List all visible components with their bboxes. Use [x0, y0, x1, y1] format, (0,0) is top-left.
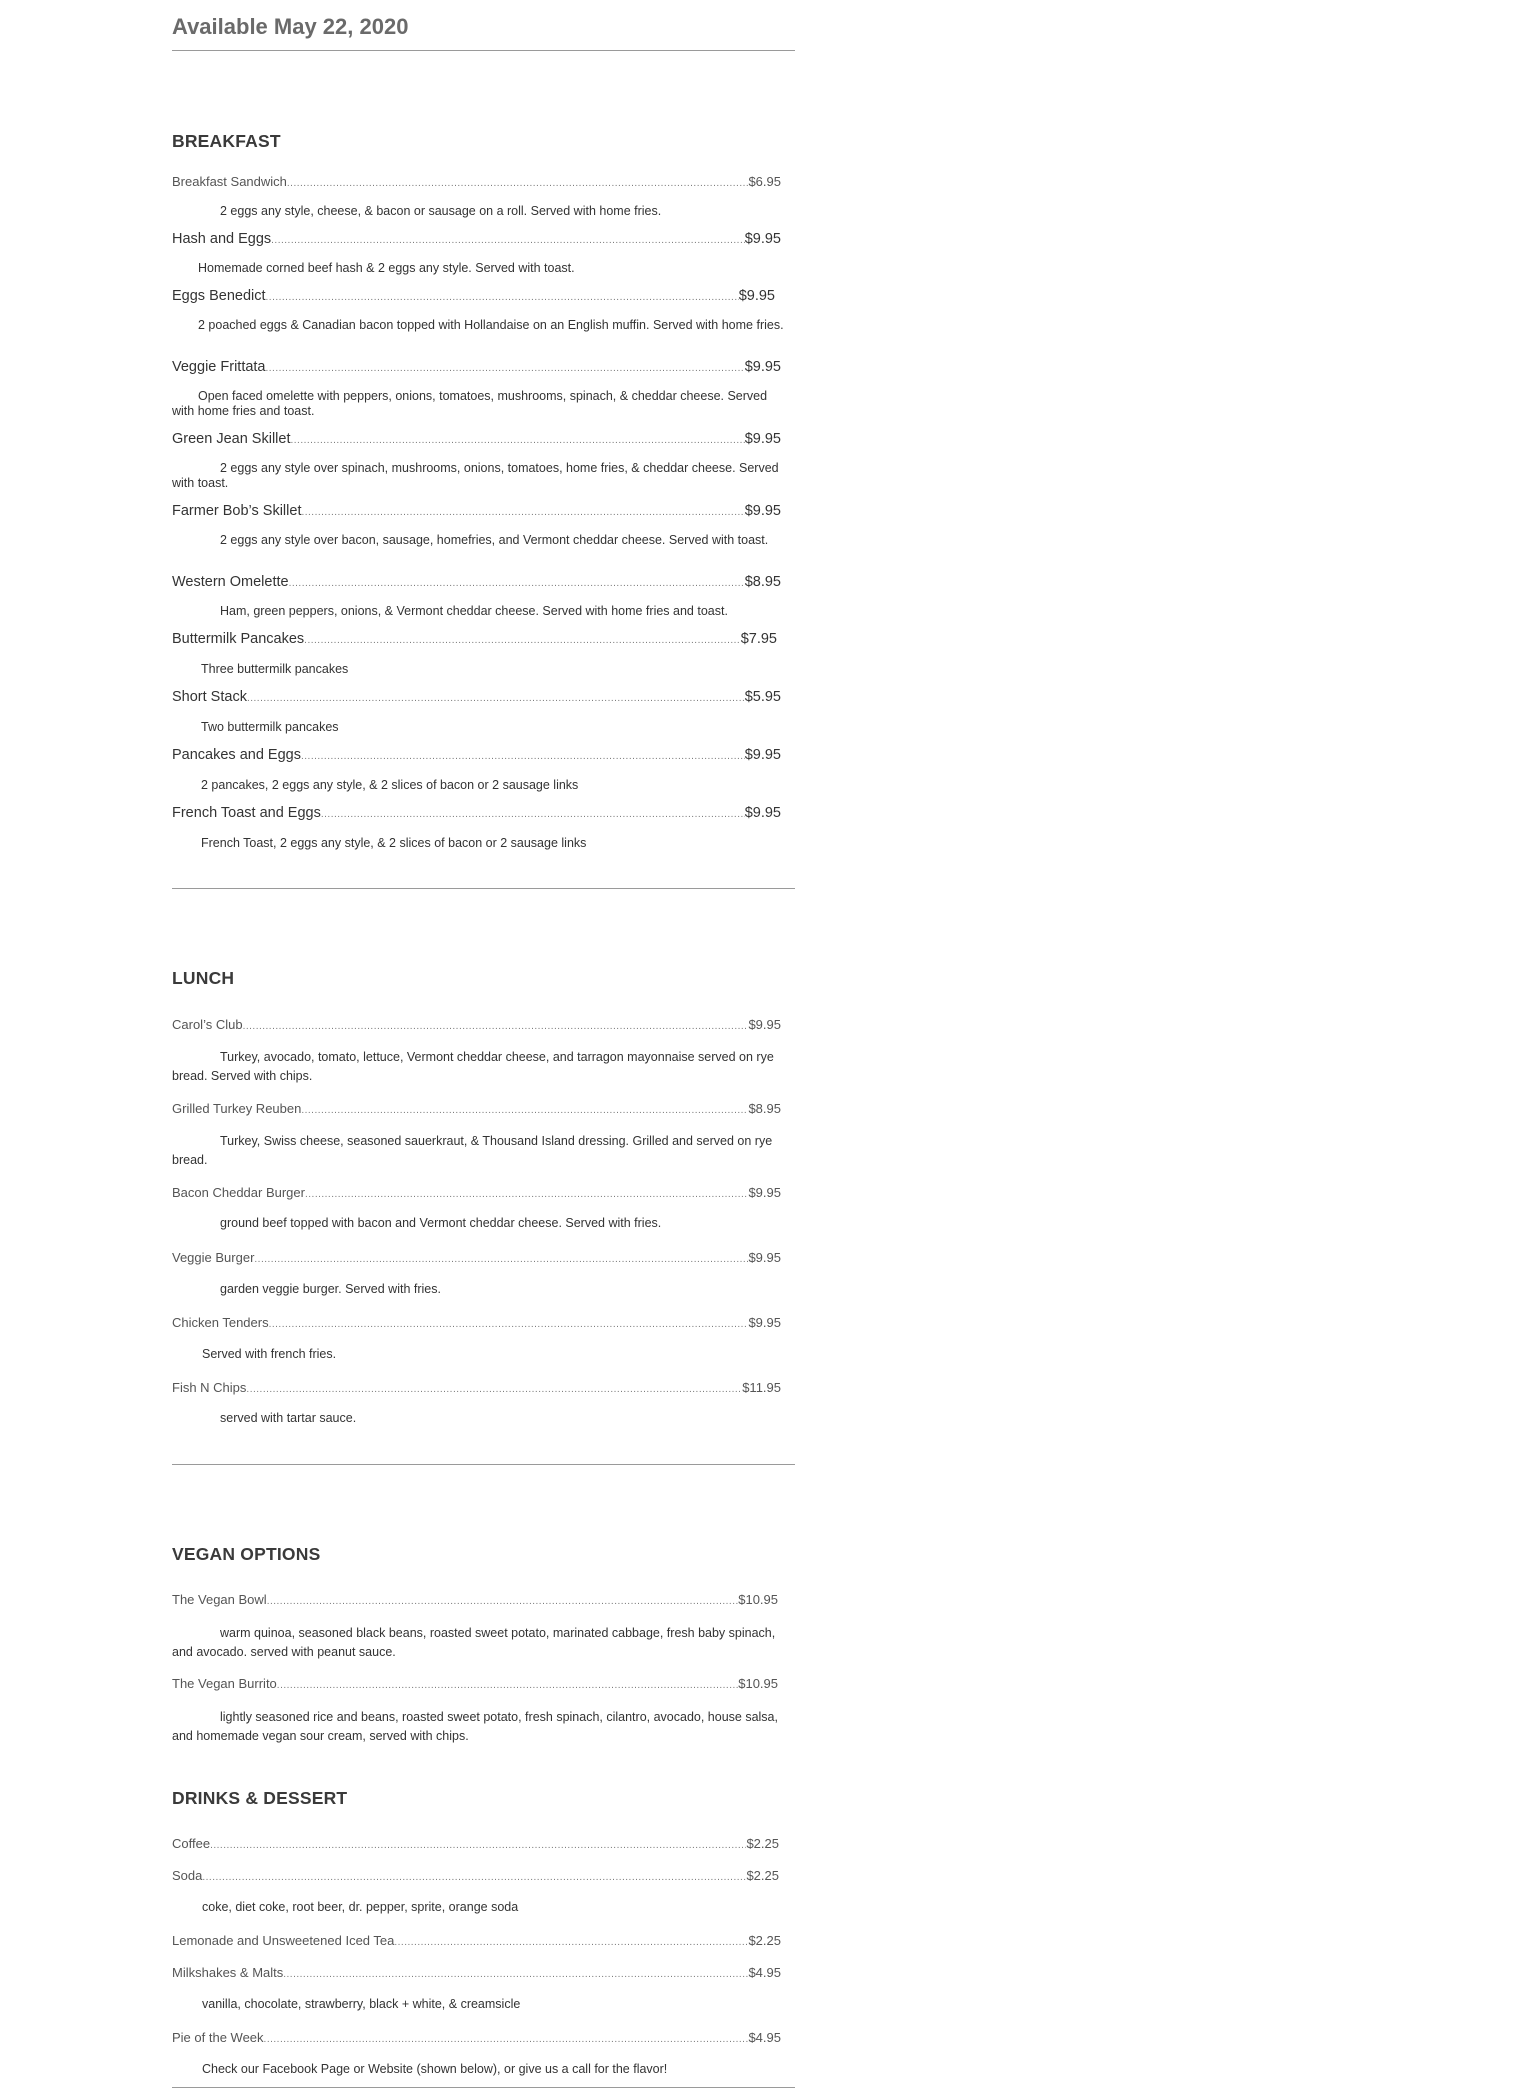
item-name: Coffee — [172, 1836, 211, 1851]
menu-item-grilled-turkey-reuben — [172, 1101, 781, 1116]
item-description: 2 eggs any style, cheese, & bacon or sausage on a roll. Served with home fries. — [220, 204, 662, 218]
menu-item-hash-and-eggs — [172, 231, 781, 247]
item-name: Short Stack — [172, 689, 247, 705]
leader-dots — [264, 2034, 749, 2045]
availability-date: Available May 22, 2020 — [172, 14, 409, 39]
menu-item-vegan-burrito — [172, 1676, 778, 1691]
menu-item-western-omelette — [172, 574, 781, 590]
leader-dots — [287, 178, 749, 189]
item-name: Grilled Turkey Reuben — [172, 1101, 302, 1116]
menu-item-pancakes-and-eggs — [172, 747, 781, 763]
item-description: Turkey, avocado, tomato, lettuce, Vermont cheddar cheese, and tarragon mayonnaise served on rye bread. Served with chips. — [172, 1050, 774, 1083]
item-name: Milkshakes & Malts — [172, 1965, 284, 1980]
item-price: $8.95 — [748, 1101, 781, 1116]
item-name: Veggie Frittata — [172, 359, 266, 375]
leader-dots — [202, 1872, 746, 1883]
menu-item-bacon-cheddar-burger — [172, 1185, 781, 1200]
item-name: Chicken Tenders — [172, 1315, 269, 1330]
item-name: Eggs Benedict — [172, 288, 266, 304]
item-name: Lemonade and Unsweetened Iced Tea — [172, 1933, 395, 1948]
item-price: $2.25 — [748, 1933, 781, 1948]
item-price: $10.95 — [738, 1676, 778, 1691]
menu-item-fish-n-chips — [172, 1380, 781, 1395]
menu-item-milkshakes-malts — [172, 1965, 781, 1980]
menu-item-veggie-burger — [172, 1250, 781, 1265]
item-price: $9.95 — [748, 1185, 781, 1200]
leader-dots — [269, 1319, 749, 1330]
leader-dots — [271, 235, 745, 246]
leader-dots — [266, 292, 739, 303]
item-description: Homemade corned beef hash & 2 eggs any style. Served with toast. — [198, 261, 575, 275]
item-price: $4.95 — [748, 1965, 781, 1980]
item-price: $11.95 — [742, 1380, 781, 1395]
leader-dots — [301, 751, 745, 762]
divider — [172, 1464, 795, 1465]
item-name: French Toast and Eggs — [172, 805, 321, 821]
menu-item-pie-of-the-week — [172, 2030, 781, 2045]
item-price: $5.95 — [744, 689, 781, 705]
item-description: Served with french fries. — [202, 1347, 337, 1361]
item-description: 2 eggs any style over bacon, sausage, homefries, and Vermont cheddar cheese. Served with toast. — [220, 533, 769, 547]
section-title-vegan: VEGAN OPTIONS — [172, 1544, 321, 1564]
section-title-lunch: LUNCH — [172, 968, 235, 988]
leader-dots — [394, 1937, 748, 1948]
menu-item-breakfast-sandwich — [172, 174, 781, 189]
leader-dots — [246, 1384, 742, 1395]
item-description: Three buttermilk pancakes — [201, 662, 349, 676]
item-price: $7.95 — [740, 631, 777, 647]
item-description: 2 pancakes, 2 eggs any style, & 2 slices of bacon or 2 sausage links — [201, 778, 579, 792]
item-price: $2.25 — [746, 1836, 779, 1851]
item-name: Western Omelette — [172, 574, 289, 590]
menu-item-green-jean-skillet — [172, 431, 781, 447]
item-name: Farmer Bob’s Skillet — [172, 503, 302, 519]
item-price: $2.25 — [746, 1868, 779, 1883]
item-price: $9.95 — [744, 359, 781, 375]
item-name: Soda — [172, 1868, 203, 1883]
leader-dots — [254, 1254, 748, 1265]
item-description: 2 eggs any style over spinach, mushrooms, onions, tomatoes, home fries, & cheddar cheese. Served with toast. — [172, 461, 779, 490]
section-title-breakfast: BREAKFAST — [172, 131, 281, 151]
leader-dots — [247, 693, 745, 704]
item-price: $9.95 — [744, 431, 781, 447]
item-price: $8.95 — [744, 574, 781, 590]
item-price: $9.95 — [744, 503, 781, 519]
item-name: Breakfast Sandwich — [172, 174, 287, 189]
item-description: Check our Facebook Page or Website (shown below), or give us a call for the flavor! — [202, 2062, 668, 2076]
menu-item-coffee — [172, 1836, 779, 1851]
item-name: Carol’s Club — [172, 1017, 243, 1032]
item-price: $9.95 — [748, 1315, 781, 1330]
item-description: ground beef topped with bacon and Vermont cheddar cheese. Served with fries. — [220, 1216, 662, 1230]
item-description: warm quinoa, seasoned black beans, roasted sweet potato, marinated cabbage, fresh baby spinach, and avocado. served with peanut sauce. — [172, 1626, 776, 1659]
section-title-drinks: DRINKS & DESSERT — [172, 1788, 348, 1808]
item-name: Pancakes and Eggs — [172, 747, 301, 763]
item-description: served with tartar sauce. — [220, 1411, 357, 1425]
item-price: $9.95 — [744, 747, 781, 763]
item-name: Pie of the Week — [172, 2030, 264, 2045]
item-price: $9.95 — [738, 288, 775, 304]
leader-dots — [301, 507, 744, 518]
item-name: The Vegan Burrito — [172, 1676, 277, 1691]
item-description: 2 poached eggs & Canadian bacon topped with Hollandaise on an English muffin. Served with home fries. — [198, 318, 784, 332]
leader-dots — [210, 1840, 746, 1851]
leader-dots — [277, 1680, 738, 1691]
item-price: $6.95 — [748, 174, 781, 189]
item-name: The Vegan Bowl — [172, 1592, 267, 1607]
menu-item-buttermilk-pancakes — [172, 631, 777, 647]
divider — [172, 2087, 795, 2088]
item-description: Two buttermilk pancakes — [201, 720, 339, 734]
leader-dots — [290, 435, 744, 446]
item-name: Green Jean Skillet — [172, 431, 291, 447]
menu-item-short-stack — [172, 689, 781, 705]
item-name: Buttermilk Pancakes — [172, 631, 305, 647]
menu-item-carols-club — [172, 1017, 781, 1032]
menu-item-eggs-benedict — [172, 288, 775, 304]
menu-item-soda — [172, 1868, 779, 1883]
menu-item-farmer-bobs-skillet — [172, 503, 781, 519]
item-description: Ham, green peppers, onions, & Vermont cheddar cheese. Served with home fries and toast. — [220, 604, 728, 618]
item-description: Turkey, Swiss cheese, seasoned sauerkraut, & Thousand Island dressing. Grilled and served on rye bread. — [172, 1134, 773, 1167]
leader-dots — [267, 1596, 739, 1607]
item-description: Open faced omelette with peppers, onions, tomatoes, mushrooms, spinach, & cheddar cheese. Served with home fries and toast. — [172, 389, 768, 418]
menu-item-chicken-tenders — [172, 1315, 781, 1330]
leader-dots — [304, 635, 741, 646]
menu-item-french-toast-and-eggs — [172, 805, 781, 821]
leader-dots — [283, 1969, 748, 1980]
menu-item-lemonade-iced-tea — [172, 1933, 781, 1948]
item-price: $9.95 — [744, 805, 781, 821]
item-price: $10.95 — [738, 1592, 778, 1607]
item-name: Hash and Eggs — [172, 231, 272, 247]
divider — [172, 50, 795, 51]
menu-item-vegan-bowl — [172, 1592, 778, 1607]
item-name: Bacon Cheddar Burger — [172, 1185, 305, 1200]
leader-dots — [301, 1105, 748, 1116]
item-price: $9.95 — [748, 1250, 781, 1265]
leader-dots — [243, 1021, 749, 1032]
divider — [172, 888, 795, 889]
leader-dots — [289, 578, 745, 589]
leader-dots — [321, 809, 745, 820]
menu-item-veggie-frittata — [172, 359, 781, 375]
item-price: $9.95 — [744, 231, 781, 247]
item-description: vanilla, chocolate, strawberry, black + white, & creamsicle — [202, 1997, 521, 2011]
item-description: coke, diet coke, root beer, dr. pepper, sprite, orange soda — [202, 1900, 519, 1914]
item-description: lightly seasoned rice and beans, roasted sweet potato, fresh spinach, cilantro, avocado, house salsa, and homemade vegan sour cream, served with chips. — [172, 1710, 778, 1743]
item-name: Fish N Chips — [172, 1380, 247, 1395]
item-price: $4.95 — [748, 2030, 781, 2045]
item-price: $9.95 — [748, 1017, 781, 1032]
leader-dots — [266, 363, 745, 374]
leader-dots — [305, 1189, 748, 1200]
item-description: garden veggie burger. Served with fries. — [220, 1282, 441, 1296]
item-description: French Toast, 2 eggs any style, & 2 slices of bacon or 2 sausage links — [201, 836, 587, 850]
item-name: Veggie Burger — [172, 1250, 255, 1265]
